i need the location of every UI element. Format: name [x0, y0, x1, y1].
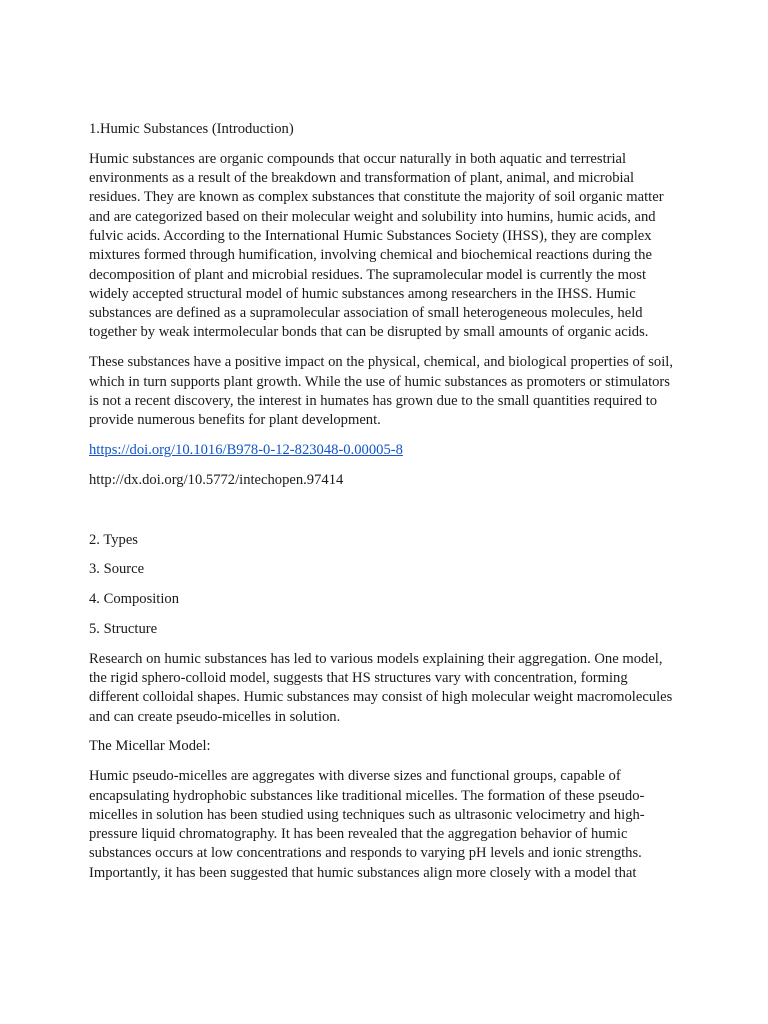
- page-title: 1.Humic Substances (Introduction): [89, 121, 294, 137]
- intro-paragraph-1: Humic substances are organic compounds that occur naturally in both aquatic and terrestrial environments as a result of the breakdown and transformation of plant, animal, and microbial residues. They are known as complex substances that constitute the majority of soil organic matter and are categorized based on their molecular weight and solubility into humins, humic acids, and fulvic acids. According to the International Humic Substances Society (IHSS), they are complex mixtures formed through humification, involving chemical and biochemical reactions during the decomposition of plant and microbial residues. The supramolecular model is currently the most widely accepted structural model of humic substances among researchers in the IHSS. Humic substances are defined as a supramolecular association of small heterogeneous molecules, held together by weak intermolecular bonds that can be disrupted by small amounts of organic acids.: [89, 150, 664, 341]
- document-page: [89, 120, 681, 894]
- section-heading-source: 3. Source: [89, 561, 145, 578]
- section-heading-types: 2. Types: [89, 531, 138, 548]
- micellar-model-paragraph: Humic pseudo-micelles are aggregates with diverse sizes and functional groups, capable of encapsulating hydrophobic substances like traditional micelles. The formation of these pseudo-micelles in solution has been studied using techniques such as ultrasonic velocimetry and high-pressure liquid chromatography. It has been revealed that the aggregation behavior of humic substances occurs at low concentrations and responds to varying pH levels and ionic strengths. Importantly, it has been suggested that humic substances align more closely with a model that: [89, 768, 645, 881]
- section-heading-composition: 4. Composition: [89, 591, 180, 608]
- micellar-model-heading: The Micellar Model:: [89, 738, 211, 755]
- blank-spacer: [89, 501, 681, 531]
- reference-line-1: [89, 441, 681, 460]
- doi-link[interactable]: https://doi.org/10.1016/B978-0-12-823048-0.00005-8: [89, 441, 403, 458]
- structure-paragraph: Research on humic substances has led to various models explaining their aggregation. One model, the rigid sphero-colloid model, suggests that HS structures vary with concentration, forming different colloidal shapes. Humic substances may consist of high molecular weight macromolecules and can create pseudo-micelles in solution.: [89, 650, 673, 725]
- reference-line-2: http://dx.doi.org/10.5772/intechopen.97414: [89, 471, 344, 488]
- section-heading-structure: 5. Structure: [89, 620, 158, 637]
- intro-paragraph-2: These substances have a positive impact on the physical, chemical, and biological properties of soil, which in turn supports plant growth. While the use of humic substances as promoters or stimulators is not a recent discovery, the interest in humates has grown due to the small quantities required to provide numerous benefits for plant development.: [89, 354, 673, 429]
